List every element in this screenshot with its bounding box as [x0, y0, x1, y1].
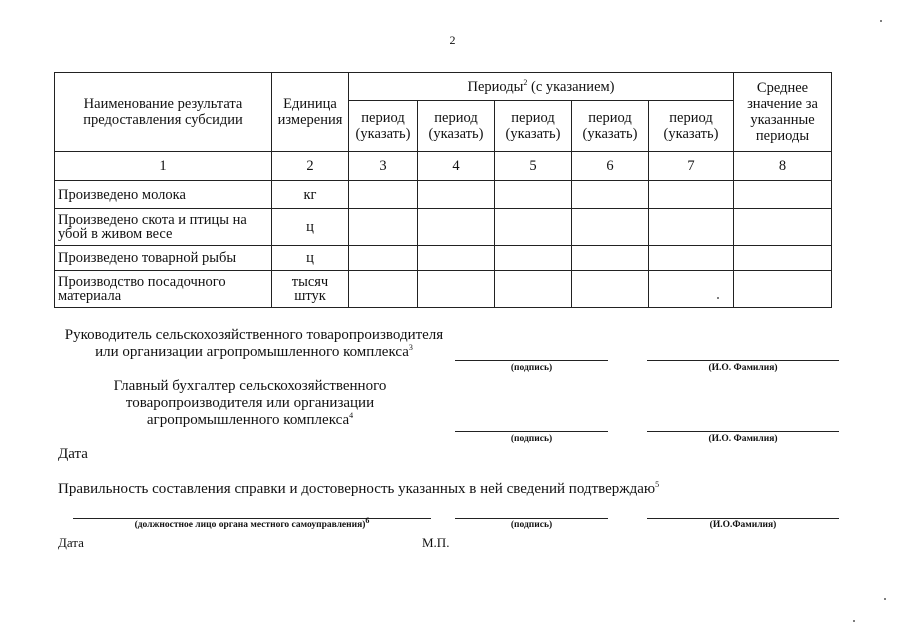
periods-header: Периоды$^2$ (с указанием) — [349, 73, 734, 101]
period-cell — [349, 181, 418, 209]
period-header: период (указать) — [418, 101, 495, 152]
confirmation-text: Правильность составления справки и достоверность указанных в ней сведений подтверждаю$^5$ — [58, 480, 660, 497]
period-cell — [572, 181, 649, 209]
period-cell — [418, 209, 495, 246]
name-line — [647, 360, 839, 361]
table-header-row — [55, 73, 832, 101]
period-cell — [649, 246, 734, 271]
accountant-title — [90, 378, 410, 429]
date-label: Дата — [58, 535, 84, 550]
period-cell — [572, 246, 649, 271]
results-table — [54, 72, 832, 308]
avg-cell — [734, 246, 832, 271]
period-cell — [349, 209, 418, 246]
head-title-line: или организации агропромышленного комплекса$^3$ — [95, 343, 413, 360]
row-name: Производство посадочного материала — [55, 271, 272, 308]
scan-speck — [717, 297, 719, 299]
signature-caption: (подпись) — [510, 520, 553, 530]
period-cell — [418, 181, 495, 209]
signature-caption: (подпись) — [510, 363, 553, 373]
official-line — [73, 518, 431, 519]
head-title-line: Руководитель сельскохозяйственного товаропроизводителя — [64, 327, 444, 343]
period-header: период (указать) — [572, 101, 649, 152]
date-label: Дата — [58, 446, 88, 462]
scan-speck — [884, 598, 886, 600]
period-cell — [649, 181, 734, 209]
name-caption: (И.О. Фамилия) — [708, 434, 778, 444]
col-unit-header: Единица измерения — [272, 73, 349, 152]
period-cell — [349, 246, 418, 271]
name-caption: (И.О.Фамилия) — [709, 520, 777, 530]
stamp-label: М.П. — [422, 535, 450, 550]
table-row — [55, 271, 832, 308]
period-cell — [495, 271, 572, 308]
column-number: 5 — [495, 152, 572, 181]
period-cell — [349, 271, 418, 308]
name-caption: (И.О. Фамилия) — [708, 363, 778, 373]
period-cell — [418, 246, 495, 271]
column-number: 1 — [55, 152, 272, 181]
accountant-title-line: агропромышленного комплекса$^4$ — [146, 411, 354, 428]
accountant-title-line: Главный бухгалтер сельскохозяйственного — [113, 378, 387, 394]
scan-speck — [853, 620, 855, 622]
period-cell — [495, 181, 572, 209]
signature-caption: (подпись) — [510, 434, 553, 444]
name-line — [647, 431, 839, 432]
row-unit: ц — [272, 246, 349, 271]
row-unit: ц — [272, 209, 349, 246]
period-header: период (указать) — [649, 101, 734, 152]
column-number: 3 — [349, 152, 418, 181]
period-cell — [572, 271, 649, 308]
table-row — [55, 181, 832, 209]
page-number: 2 — [449, 33, 456, 47]
avg-cell — [734, 271, 832, 308]
column-number: 8 — [734, 152, 832, 181]
row-unit: кг — [272, 181, 349, 209]
period-cell — [572, 209, 649, 246]
avg-header: Среднее значение за указанные периоды — [734, 73, 832, 152]
column-number: 2 — [272, 152, 349, 181]
row-unit: тысяч штук — [272, 271, 349, 308]
column-number-row — [55, 152, 832, 181]
head-title — [58, 327, 450, 361]
scan-speck — [880, 20, 882, 22]
signature-line — [455, 360, 608, 361]
column-number: 6 — [572, 152, 649, 181]
row-name: Произведено молока — [55, 181, 272, 209]
row-name: Произведено товарной рыбы — [55, 246, 272, 271]
signature-line — [455, 431, 608, 432]
column-number: 4 — [418, 152, 495, 181]
period-header: период (указать) — [495, 101, 572, 152]
official-caption: (должностное лицо органа местного самоуправления)$^6$ — [134, 515, 370, 530]
period-header: период (указать) — [349, 101, 418, 152]
period-cell — [495, 246, 572, 271]
name-line — [647, 518, 839, 519]
table-row — [55, 246, 832, 271]
table-row — [55, 209, 832, 246]
accountant-title-line: товаропроизводителя или организации — [125, 395, 375, 411]
signature-line — [455, 518, 608, 519]
period-cell — [649, 209, 734, 246]
period-cell — [649, 271, 734, 308]
period-cell — [418, 271, 495, 308]
row-name: Произведено скота и птицы на убой в живом весе — [55, 209, 272, 246]
column-number: 7 — [649, 152, 734, 181]
period-cell — [495, 209, 572, 246]
avg-cell — [734, 181, 832, 209]
col-name-header: Наименование результата предоставления субсидии — [55, 73, 272, 152]
avg-cell — [734, 209, 832, 246]
